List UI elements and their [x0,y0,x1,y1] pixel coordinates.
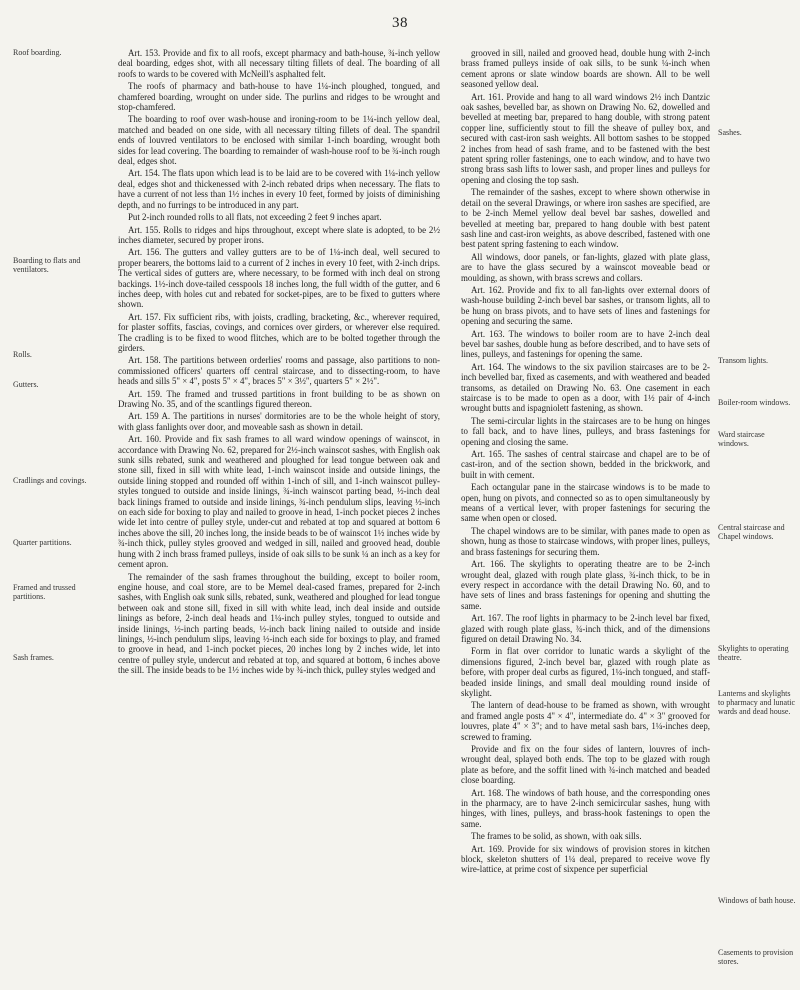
margin-note-quarter-partitions: Quarter partitions. [13,538,72,547]
paragraph: Art. 167. The roof lights in pharmacy to be 2-inch level bar fixed, glazed with rough plate glass, ¾-inch thick, and of the dimensions figured on detail Drawing No. 34. [461,613,710,644]
margin-note-boiler-room: Boiler-room windows. [718,398,791,407]
paragraph: All windows, door panels, or fan-lights, glazed with plate glass, are to have the glass secured by a wainscot moveable bead or moulding, as shown, with brass screws and collars. [461,251,710,283]
paragraph: Art. 161. Provide and hang to all ward windows 2½ inch Dantzic oak sashes, bevelled bar, as shown on Drawing No. 62, dowelled and bevelled at meeting bar, prepared to hang double, with strong patent copper line, sufficiently stout to fill the sheave of pulley box, and secured with cast-iron sash weights. All bottom sashes to be stopped 2 inches from head of sash frame, and to be fastened with the best patent spring roller fastenings, one to each window, and to have two strong brass sash lifts to lower sash, and proper lines and pulleys for opening and closing the top sash. [461,91,710,185]
paragraph: Art. 162. Provide and fix to all fan-lights over external doors of wash-house building 2-inch bevel bar sashes, or transom lights, all to be hung on brass pivots, and to have sets of lines and fastenings for opening and securing the same. [461,284,710,327]
left-column [118,48,440,678]
margin-note-sash-frames: Sash frames. [13,653,54,662]
paragraph: Art. 165. The sashes of central staircase and chapel are to be of cast-iron, and of the section shown, bedded in the brickwork, and built in with cement. [461,449,710,480]
paragraph: The lantern of dead-house to be framed as shown, with wrought and framed angle posts 4" × 4", intermediate do. 4" × 3" grooved for louvres, plate 4" × 3"; and to have metal sash bars, 1¼-inches deep, screwed to framing. [461,700,710,742]
paragraph: Art. 160. Provide and fix sash frames to all ward window openings of wainscot, in accordance with Drawing No. 62, prepared for 2½-inch wainscot sashes, with English oak sunk sills rebated, sunk and weathered and ploughed for lead tongue between oak and stone sill, fixed in sill with white lead, 1-inch wainscot inside and outside linings, the outside lining stopped and rounded off within 1-inch of sill, and 1-inch wainscot pulley-styles tongued to outside and inside linings, ¾-inch wainscot parting bead, ½-inch deal back linings framed to outside and inside linings, ¾-inch pendulum slips, leaving ½-inch on each side for boxing to play and nailed to groove in head, 1-inch pocket pieces 2 inches wide let into centre of pulley style, under-cut and rebated at top and squared at bottom 6 inches above the sill, 20 inches long, the inside beads to be of wainscot 1½ inches wide by ¾-inch thick, pulley styles grooved and wedged in sill, nailed and grooved head, double hung with 2 inch brass framed pulleys, inside of oak sills to be sunk ¼ an inch as a key for cement apron. [118,434,440,570]
paragraph: Art. 153. Provide and fix to all roofs, except pharmacy and bath-house, ¾-inch yellow deal boarding, edges shot, with all necessary tilting fillets of deal. The boarding of all roofs to wards to be covered with McNeill's asphalted felt. [118,48,440,79]
margin-note-ward-staircase: Ward staircase windows. [718,430,765,449]
paragraph: The boarding to roof over wash-house and ironing-room to be 1¼-inch yellow deal, matched and beaded on one side, with all necessary tilting fillets of deal. The spandril ends of louvred ventilators to be enclosed with similar 1-inch boarding, wrought both sides for lead covering. The boarding to remainder of wash-house roof to be ¾-inch rough deal, edges shot. [118,114,440,167]
paragraph: Art. 156. The gutters and valley gutters are to be of 1¼-inch deal, well secured to proper bearers, the bottoms laid to a current of 2 inches in every 10 feet, with 2-inch drips. The vertical sides of gutters are, where necessary, to be formed with inch deal on strong backings. 1½-inch dove-tailed cesspools 18 inches long, the full width of the gutter, and 6 inches deep, with holes cut and rebated for socket-pipes, are to be fixed to gutters where shown. [118,247,440,310]
paragraph: Art. 166. The skylights to operating theatre are to be 2-inch wrought deal, glazed with rough plate glass, ¾-inch thick, to be in every respect in accordance with the detail Drawing No. 60, and to have sets of lines and brass fastenings for opening and shutting the same. [461,559,710,611]
margin-note-sashes: Sashes. [718,128,742,137]
paragraph: The semi-circular lights in the staircases are to be hung on hinges to fall back, and to have lines, pulleys, and brass fastenings for opening and closing the same. [461,415,710,447]
margin-note-transom-lights: Transom lights. [718,356,768,365]
margin-note-boarding-flats: Boarding to flats and ventilators. [13,256,81,275]
margin-note-lanterns: Lanterns and skylights to pharmacy and lunatic wards and dead house. [718,689,796,717]
margin-note-framed-partitions: Framed and trussed partitions. [13,583,76,602]
margin-note-rolls: Rolls. [13,350,32,359]
margin-note-bath-house: Windows of bath house. [718,896,796,905]
right-column [461,48,710,877]
margin-note-skylights: Skylights to operating theatre. [718,644,789,663]
paragraph: Art. 163. The windows to boiler room are to have 2-inch deal bevel bar sashes, double hung as before described, and to have sets of lines, pulleys, and fastenings for opening the same. [461,328,710,360]
paragraph: grooved in sill, nailed and grooved head, double hung with 2-inch brass framed pulleys inside of oak sills, to be sunk ¼-inch when cement aprons or slate window boards are shown. All to be well seasoned yellow deal. [461,48,710,90]
paragraph: Provide and fix on the four sides of lantern, louvres of inch-wrought deal, splayed both ends. The top to be glazed with rough plate as before, and the soffit lined with ¾-inch matched and beaded close boarding. [461,744,710,786]
paragraph: Art. 158. The partitions between orderlies' rooms and passage, also partitions to non-commissioned officers' quarters off central staircase, and to dissecting-room, to have heads and sills 5" × 4", posts 5" × 4", braces 5" × 3½", quarters 5" × 2½". [118,355,440,387]
paragraph: The remainder of the sashes, except to where shown otherwise in detail on the several Drawings, or where iron sashes are specified, are to be 2-inch Memel yellow deal bevel bar sashes, dowelled and bevelled at meeting bar, prepared to hang double with best patent sash line and cast-iron weights, as above described, fastened with one best patent spring fastening to each window. [461,187,710,250]
paragraph: The roofs of pharmacy and bath-house to have 1¼-inch ploughed, tongued, and chamfered boarding, wrought on under side. The purlins and ridges to be wrought and stop-chamfered. [118,81,440,113]
paragraph: The frames to be solid, as shown, with oak sills. [471,831,642,842]
paragraph: Form in flat over corridor to lunatic wards a skylight of the dimensions figured, 2-inch bevel bar, glazed with rough plate as before, with proper deal curbs as figured, 1¼-inch tongued, and staff-beaded inside linings, and small deal moulding round inside of skylight. [461,646,710,698]
margin-note-casements: Casements to provision stores. [718,948,794,967]
paragraph: Art. 157. Fix sufficient ribs, with joists, cradling, bracketing, &c., wherever required, for plaster soffits, fascias, covings, and cornices over girders, or wherever else required. The cradling is to be fixed to wood flitches, which are to be bolted together through the girders. [118,311,440,353]
paragraph: Art. 164. The windows to the six pavilion staircases are to be 2-inch bevelled bar, fixed as casements, and with weathered and beaded transoms, as detailed on Drawing No. 63. One casement in each staircase is to be made to open as a door, with 1½ pair of 4-inch wrought butts and ispagniolett fastening, as shown. [461,361,710,414]
margin-note-central-staircase: Central staircase and Chapel windows. [718,523,785,542]
paragraph: Art. 159 A. The partitions in nurses' dormitories are to be the whole height of story, with glass fanlights over door, and moveable sash as shown in detail. [118,411,440,432]
page-number: 38 [392,15,408,31]
margin-note-roof-boarding: Roof boarding. [13,48,62,57]
paragraph: Each octangular pane in the staircase windows is to be made to open, hung on pivots, and connected so as to open simultaneously by means of a vertical lever, with proper fastenings for securing the same when open or closed. [461,482,710,524]
margin-note-gutters: Gutters. [13,380,39,389]
paragraph: The remainder of the sash frames throughout the building, except to boiler room, engine house, and coal store, are to be Memel deal-cased frames, prepared for 2-inch sashes, with English oak sunk sills, rebated, sunk, weathered and ploughed for lead tongue between oak and stone sill, fixed in sill with white lead, inch deal inside and outside linings as before, 2-inch deal heads and 1¼-inch pulley styles, tongued to outside and inside linings, ½-inch parting beads, ½-inch back lining nailed to outside and inside linings, ½-inch pendulum slips, leaving ½-inch each side for boxings to play, and framed to groove in head, and 1-inch pocket pieces, 20 inches long by 2 inches wide, let into centre of pulley style, undercut and rebated at top, and squared at bottom, 6 inches above the sill. The inside beads to be 1½ inches wide by ¾-inch thick, pulley styles wedged and [118,571,440,676]
paragraph: Art. 154. The flats upon which lead is to be laid are to be covered with 1¼-inch yellow deal, edges shot and thickenessed with 2-inch rebated drips when necessary. The flats to have a current of not less than 1½ inches in every 10 feet, formed by joists of diminishing depth, and no furrings to be introduced in any part. [118,168,440,210]
paragraph: The chapel windows are to be similar, with panes made to open as shown, hung as those to staircase windows, with proper lines, pulleys, and brass fastenings for securing them. [461,525,710,557]
margin-note-cradlings: Cradlings and covings. [13,476,87,485]
paragraph: Art. 169. Provide for six windows of provision stores in kitchen block, skeleton shutters of 1¼ deal, prepared to receive wove fly wire-lattice, at prime cost of sixpence per superficial [461,843,710,875]
paragraph: Art. 159. The framed and trussed partitions in front building to be as shown on Drawing No. 35, and of the scantlings figured thereon. [118,388,440,409]
paragraph: Art. 168. The windows of bath house, and the corresponding ones in the pharmacy, are to have 2-inch semicircular sashes, hung with hinges, with lines, pulleys, and brass-hook fastenings to open the same. [461,787,710,829]
paragraph: Put 2-inch rounded rolls to all flats, not exceeding 2 feet 9 inches apart. [128,212,382,223]
paragraph: Art. 155. Rolls to ridges and hips throughout, except where slate is adopted, to be 2½ inches diameter, secured by proper irons. [118,224,440,245]
